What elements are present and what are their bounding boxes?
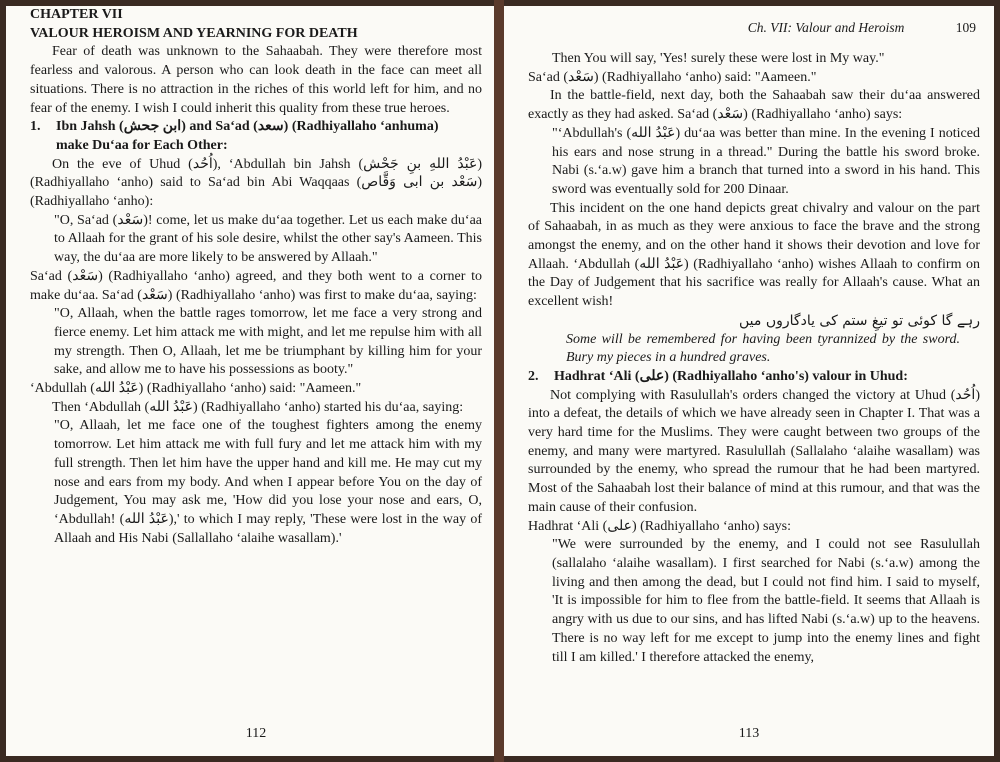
header-page-number: 109	[955, 20, 976, 35]
paragraph: This incident on the one hand depicts great chivalry and valour on the part of Sahaabah, in as much as they were anxious to face the brave and the strong amongst the enemy, and on the other hand it shows their devotion and love for Allaah. ‘Abdullah (عَبْدُ الله) (Radhiyallaho ‘anho) wishes Allaah to confirm on the Day of Judgement that his sacrifice was really for Allaah's cause. What an excellent wish!	[528, 200, 981, 310]
section-2-heading	[528, 368, 980, 387]
quote: "We were surrounded by the enemy, and I could not see Rasulullah (sallalaho ‘alaihe wasallam). I first searched for Nabi (s.‘a.w) among the living and then among the dead, but I could not find him. I said to myself, 'It is impossible for him to flee from the battle-field. It seems that Allaah is angry with us due to our sins, and has lifted Nabi (s.‘a.w) up to the heavens. There is no way left for me except to jump into the enemy lines and fight till I am killed.' I therefore attacked the enemy,	[552, 537, 980, 665]
running-head-title: Ch. VII: Valour and Heroism	[747, 20, 905, 35]
paragraph: Sa‘ad (سَعْد) (Radhiyallaho ‘anho) agreed, and they both went to a corner to make du‘aa. Sa‘ad (سَعْد) (Radhiyallaho ‘anho) was first to make du‘aa, saying:	[30, 268, 482, 303]
section-1-title-line1: Ibn Jahsh (ابن جحش) and Sa‘ad (سعد) (Radhiyallaho ‘anhuma)	[56, 119, 439, 135]
couplet-translation: Some will be remembered for having been tyrannized by the sword. Bury my pieces in a hundred graves.	[566, 331, 960, 366]
paragraph: Then ‘Abdullah (عَبْدُ الله) (Radhiyallaho ‘anho) started his du‘aa, saying:	[52, 399, 464, 415]
book-gutter	[494, 0, 504, 762]
section-2-number: 2.	[528, 368, 539, 384]
section-1-heading	[30, 118, 482, 137]
paragraph: ‘Abdullah (عَبْدُ الله) (Radhiyallaho ‘anho) said: "Aameen."	[30, 381, 362, 397]
paragraph: Not complying with Rasulullah's orders changed the victory at Uhud (اُحُد) into a defeat, the details of which we have already seen in Chapter I. That was a very hard time for the Muslims. They were caught between two groups of the enemy, and many were martyred. Rasulullah (Sallalaho ‘alaihe wasallam) was surrounded by the enemy, who spread the rumour that he had been martyred. Most of the Sahaabah lost their balance of mind at this rumour, and that was the main cause of their confusion.	[528, 387, 980, 515]
quote: "O, Allaah, let me face one of the toughest fighters among the enemy tomorrow. Let him attack me with full fury and let me attack him with my full strength. Then let him have the upper hand and kill me. He may cut my nose and ears from my body. And when I appear before You on the day of Judgement, You may ask me, 'How did you lose your nose and ears, O, ‘Abdullah! (عَبْدُ الله),' to which I may reply, 'These were lost in the way of Allaah and His Nabi (Sallallaho ‘alaihe wasallam).'	[54, 418, 482, 546]
right-page-body	[528, 50, 980, 667]
chapter-title: VALOUR HEROISM AND YEARNING FOR DEATH	[30, 25, 358, 41]
quote: "O, Sa‘ad (سَعْد)! come, let us make du‘aa together. Let us each make du‘aa to Allaah for the grant of his sole desire, whilst the other say's Aameen. This way, the du‘aa are more likely to be answered by Allaah."	[54, 212, 482, 266]
paragraph: Sa‘ad (سَعْد) (Radhiyallaho ‘anho) said: "Aameen."	[528, 69, 817, 85]
page-number: 113	[738, 726, 760, 741]
paragraph: On the eve of Uhud (اُحُد), ‘Abdullah bin Jahsh (عَبْدُ اللهِ بنِ جَحْش) (Radhiyallaho ‘anho) said to Sa‘ad bin Abi Waqqaas (سَعْد بن ابی وَقَّاص) (Radhiyallaho ‘anho):	[30, 156, 483, 210]
section-1-number: 1.	[30, 119, 41, 135]
chapter-number: CHAPTER VII	[30, 7, 123, 22]
section-2-title: Hadhrat ‘Ali (علی) (Radhiyallaho ‘anho's) valour in Uhud:	[554, 368, 908, 384]
right-page	[504, 6, 994, 756]
section-1-title-line2: make Du‘aa for Each Other:	[56, 137, 228, 153]
quote: "O, Allaah, when the battle rages tomorrow, let me face a very strong and fierce enemy. Let him attack me with might, and let me repulse him with all my strength. Then O, Allaah, let me be triumphant by killing him for your sake, and allow me to have his possessions as booty."	[54, 306, 482, 378]
running-head	[748, 20, 976, 36]
page-number: 112	[245, 726, 267, 741]
quote: "‘Abdullah's (عَبْدُ الله) du‘aa was better than mine. In the evening I noticed his ears and nose strung in a thread." During the battle his sword broke. Nabi (s.‘a.w) gave him a branch that turned into a sword in his hand. This sword was eventually sold for 200 Dinaar.	[552, 125, 980, 197]
urdu-couplet: رہے گا کوئی تو تیغِ ستم کی یادگاروں میں	[739, 312, 980, 329]
paragraph: Hadhrat ‘Ali (علی) (Radhiyallaho ‘anho) says:	[528, 518, 791, 534]
paragraph: In the battle-field, next day, both the Sahaabah saw their du‘aa answered exactly as they had asked. Sa‘ad (سَعْد) (Radhiyallaho ‘anho) says:	[528, 88, 980, 123]
left-page	[6, 6, 494, 756]
quote-continuation: Then You will say, 'Yes! surely these were lost in My way."	[552, 51, 885, 66]
intro-paragraph: Fear of death was unknown to the Sahaabah. They were therefore most fearless and valorous. A person who can look death in the face can meet all situations. There is no attraction in the riches of this world left for him, and no fear of the enemy. I wish I could inherit this quality from these true heroes.	[30, 44, 482, 116]
